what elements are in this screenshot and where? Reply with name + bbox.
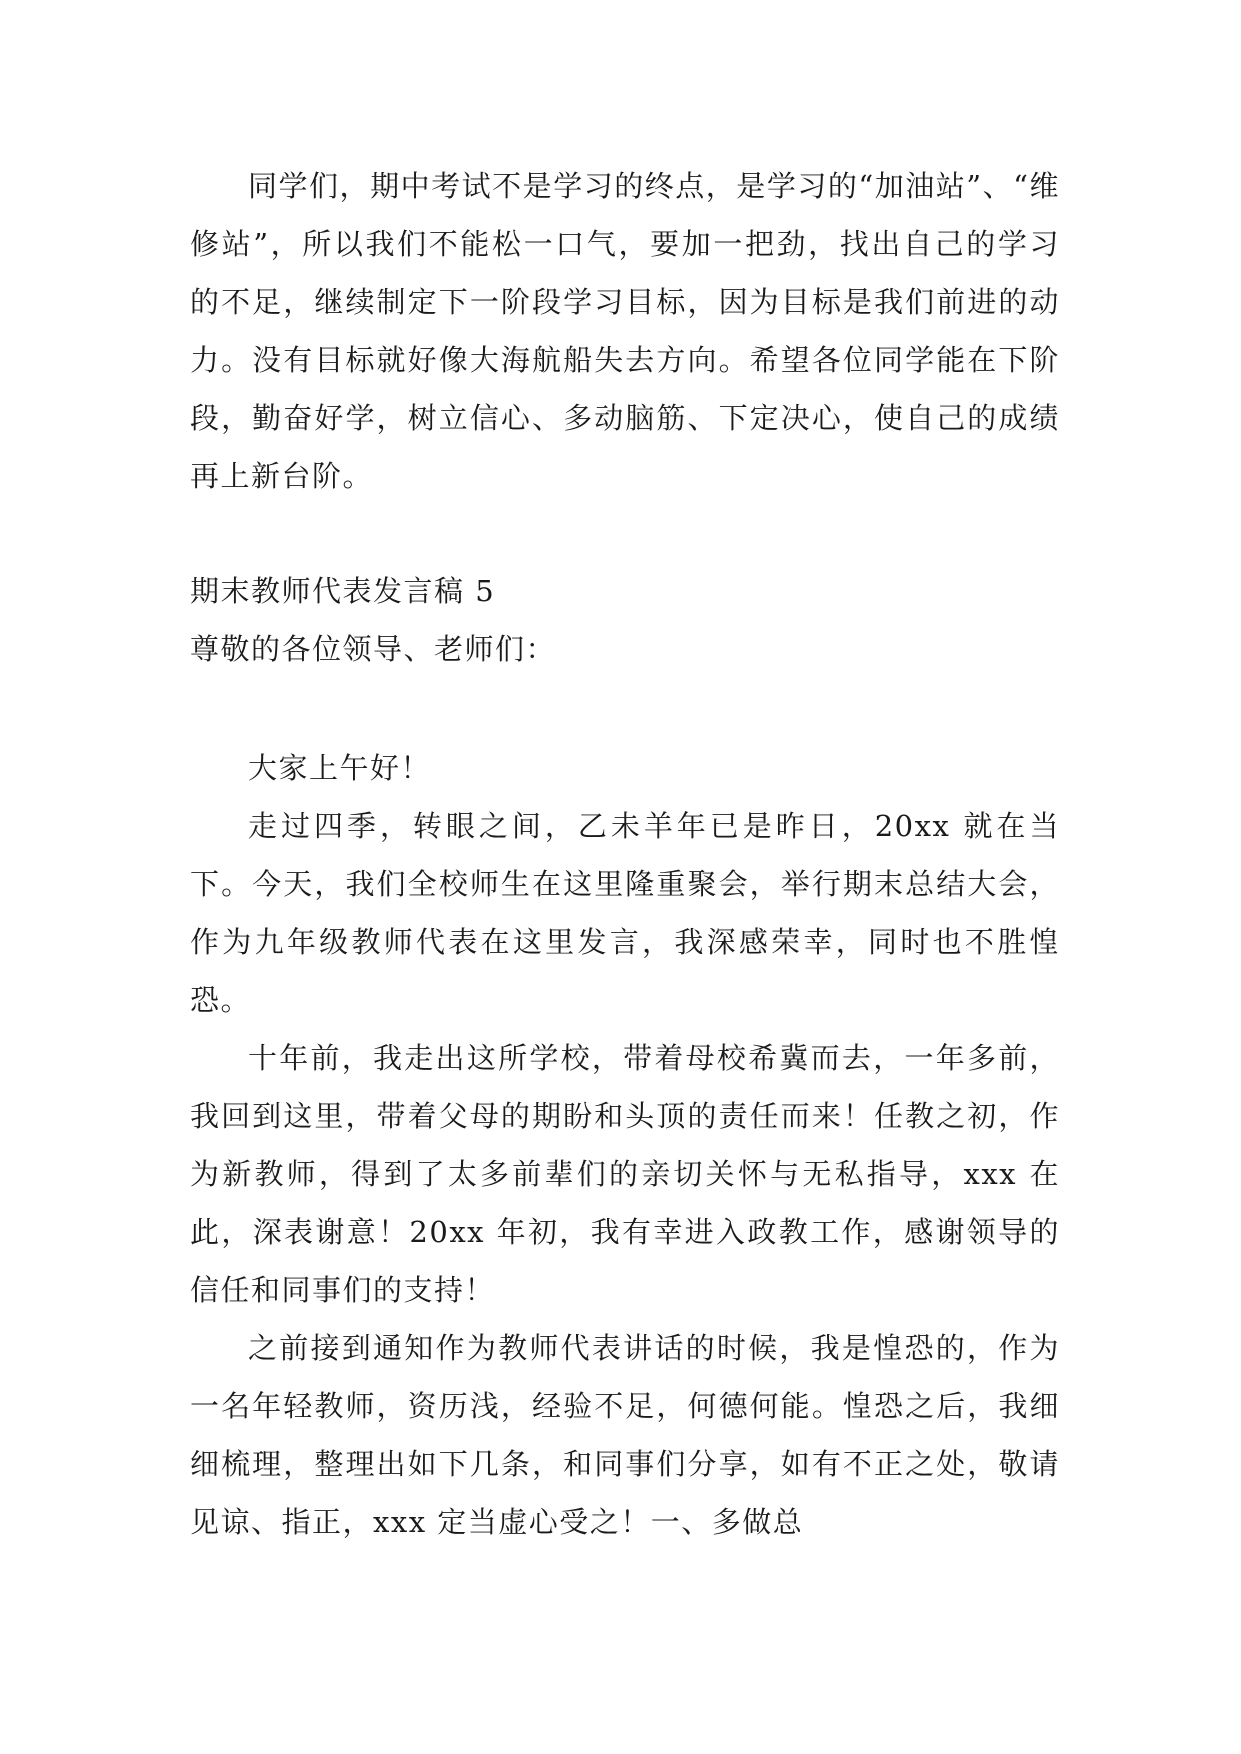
paragraph-4: 之前接到通知作为教师代表讲话的时候，我是惶恐的，作为一名年轻教师，资历浅，经验不足，何德何能。惶恐之后，我细细梳理，整理出如下几条，和同事们分享，如有不正之处，敬请见谅、指正，xxx 定当虚心受之！一、多做总 [190, 1331, 1060, 1539]
greeting: 大家上午好！ [248, 751, 432, 785]
opening-section [190, 157, 1060, 505]
paragraph-3: 十年前，我走出这所学校，带着母校希冀而去，一年多前，我回到这里，带着父母的期盼和头顶的责任而来！任教之初，作为新教师，得到了太多前辈们的亲切关怀与无私指导，xxx 在此，深表谢意！20xx 年初，我有幸进入政教工作，感谢领导的信任和同事们的支持！ [190, 1041, 1060, 1307]
salutation: 尊敬的各位领导、老师们： [190, 632, 557, 666]
paragraph-1: 同学们，期中考试不是学习的终点，是学习的“加油站”、“维修站”，所以我们不能松一口气，要加一把劲，找出自己的学习的不足，继续制定下一阶段学习目标，因为目标是我们前进的动力。没有目标就好像大海航船失去方向。希望各位同学能在下阶段，勤奋好学，树立信心、多动脑筋、下定决心，使自己的成绩再上新台阶。 [190, 169, 1060, 493]
paragraph-2: 走过四季，转眼之间，乙未羊年已是昨日，20xx 就在当下。今天，我们全校师生在这里隆重聚会，举行期末总结大会，作为九年级教师代表在这里发言，我深感荣幸，同时也不胜惶恐。 [190, 809, 1060, 1017]
speech-body [190, 739, 1060, 1551]
heading-section [190, 562, 1060, 678]
section-title: 期末教师代表发言稿 5 [190, 574, 496, 608]
